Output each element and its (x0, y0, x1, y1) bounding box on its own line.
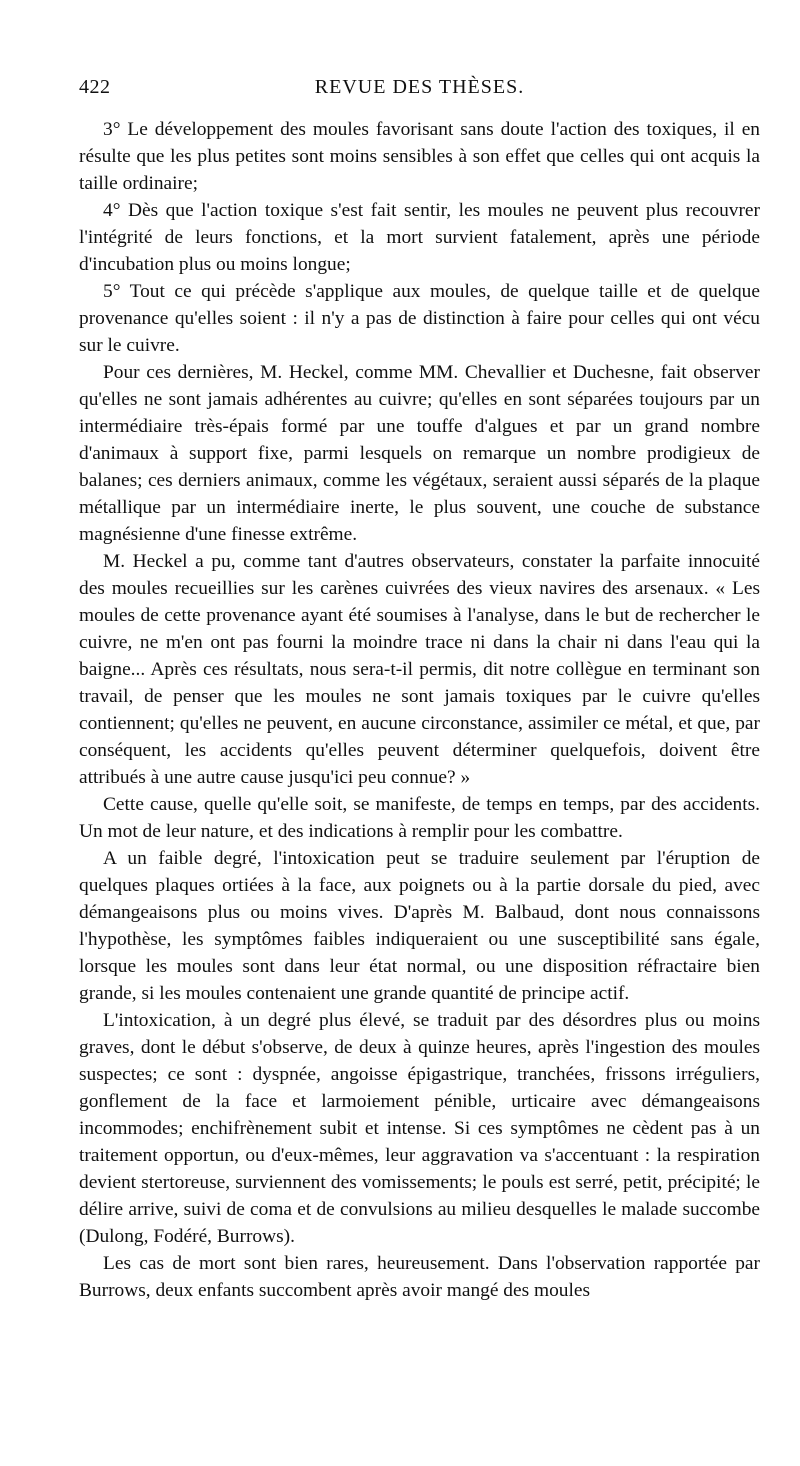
body-text (79, 116, 760, 1304)
paragraph-item-3: 3° Le développement des moules favorisant sans doute l'action des toxiques, il en résulte que les plus petites sont moins sensibles à son effet que celles qui ont acquis la taille ordinaire; (79, 119, 760, 194)
paragraph-mild-intoxication: A un faible degré, l'intoxication peut se traduire seulement par l'éruption de quelques plaques ortiées à la face, aux poignets ou à la partie dorsale du pied, avec démangeaisons plus ou moins vives. D'après M. Balbaud, dont nous connaissons l'hypothèse, les symptômes faibles indiqueraient ou une susceptibilité sans égale, lorsque les moules sont dans leur état normal, ou une disposition réfractaire bien grande, si les moules contenaient une grande quantité de principe actif. (79, 848, 760, 1004)
paragraph-death-cases: Les cas de mort sont bien rares, heureusement. Dans l'observation rapportée par Burrows, deux enfants succombent après avoir mangé des moules (79, 1253, 760, 1301)
paragraph-accidents: Cette cause, quelle qu'elle soit, se manifeste, de temps en temps, par des accidents. Un mot de leur nature, et des indications à remplir pour les combattre. (79, 794, 760, 842)
paragraph-item-5: 5° Tout ce qui précède s'applique aux moules, de quelque taille et de quelque provenance qu'elles soient : il n'y a pas de distinction à faire pour celles qui ont vécu sur le cuivre. (79, 281, 760, 356)
paragraph-severe-intoxication: L'intoxication, à un degré plus élevé, se traduit par des désordres plus ou moins graves, dont le début s'observe, de deux à quinze heures, après l'ingestion des moules suspectes; ce sont : dyspnée, angoisse épigastrique, tranchées, frissons irréguliers, gonflement de la face et larmoiement pénible, urticaire avec démangeaisons incommodes; enchifrènement subit et intense. Si ces symptômes ne cèdent pas à un traitement opportun, ou d'eux-mêmes, leur aggravation va s'accentuant : la respiration devient stertoreuse, surviennent des vomissements; le pouls est serré, petit, précipité; le délire arrive, suivi de coma et de convulsions au milieu desquelles le malade succombe (Dulong, Fodéré, Burrows). (79, 1010, 760, 1247)
paragraph-item-4: 4° Dès que l'action toxique s'est fait sentir, les moules ne peuvent plus recouvrer l'intégrité de leurs fonctions, et la mort survient fatalement, après une période d'incubation plus ou moins longue; (79, 200, 760, 275)
page-header (79, 76, 760, 106)
paragraph-heckel-copper: Pour ces dernières, M. Heckel, comme MM. Chevallier et Duchesne, fait observer qu'elles ne sont jamais adhérentes au cuivre; qu'elles en sont séparées toujours par un intermédiaire très-épais formé par une touffe d'algues et par un grand nombre d'animaux à support fixe, parmi lesquels on remarque un nombre prodigieux de balanes; ces derniers animaux, comme les végétaux, seraient aussi séparés de la plaque métallique par un intermédiaire inerte, le plus souvent, une couche de substance magnésienne d'une finesse extrême. (79, 362, 760, 545)
page-number: 422 (79, 76, 111, 98)
running-title: REVUE DES THÈSES. (314, 76, 525, 98)
paragraph-heckel-quote: M. Heckel a pu, comme tant d'autres observateurs, constater la parfaite innocuité des moules recueillies sur les carènes cuivrées des vieux navires des arsenaux. « Les moules de cette provenance ayant été soumises à l'analyse, dans le but de rechercher le cuivre, ne m'en ont pas fourni la moindre trace ni dans la chair ni dans l'eau qui la baigne... Après ces résultats, nous sera-t-il permis, dit notre collègue en terminant son travail, de penser que les moules ne sont jamais toxiques par le cuivre qu'elles contiennent; qu'elles ne peuvent, en aucune circonstance, assimiler ce métal, et que, par conséquent, les accidents qu'elles peuvent déterminer quelquefois, doivent être attribués à une autre cause jusqu'ici peu connue? » (79, 551, 760, 788)
